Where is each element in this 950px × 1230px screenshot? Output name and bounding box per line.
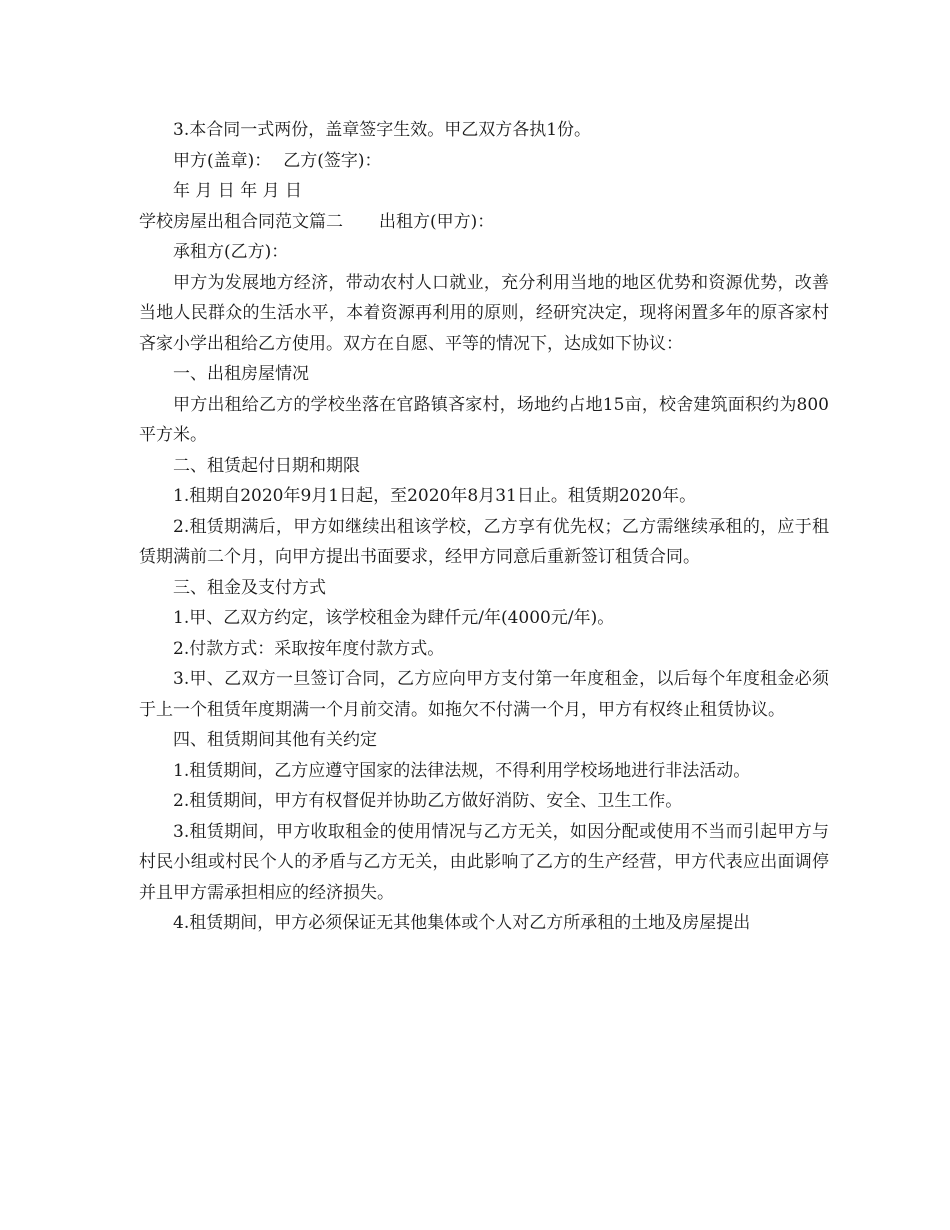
date-line [139, 176, 829, 207]
heading-2: 二、租赁起付日期和期限 [173, 455, 360, 476]
paragraph-2-2: 2.租赁期满后，甲方如继续出租该学校，乙方享有优先权；乙方需继续承租的，应于租赁期满前二个月，向甲方提出书面要求，经甲方同意后重新签订租赁合同。 [139, 516, 829, 567]
section-heading-line [139, 207, 829, 238]
lessee-label-text: 承租方(乙方)： [173, 242, 289, 262]
lessee-label [139, 237, 829, 268]
paragraph-4-4: 4.租赁期间，甲方必须保证无其他集体或个人对乙方所承租的土地及房屋提出 [173, 913, 751, 933]
signature-line [139, 146, 829, 177]
heading-3: 三、租金及支付方式 [173, 577, 326, 598]
heading-4: 四、租赁期间其他有关约定 [173, 730, 377, 750]
heading-1: 一、出租房屋情况 [173, 364, 309, 384]
intro-paragraph: 甲方为发展地方经济，带动农村人口就业，充分利用当地的地区优势和资源优势，改善当地人民群众的生活水平，本着资源再利用的原则，经研究决定，现将闲置多年的原吝家村吝家小学出租给乙方使用。双方在自愿、平等的情况下，达成如下协议： [139, 272, 829, 354]
clause-copies-text: 3.本合同一式两份，盖章签字生效。甲乙双方各执1份。 [173, 120, 592, 140]
paragraph-4-2: 2.租赁期间，甲方有权督促并协助乙方做好消防、安全、卫生工作。 [173, 791, 683, 811]
paragraph-3-2: 2.付款方式：采取按年度付款方式。 [173, 638, 445, 659]
party-a-seal-label: 甲方(盖章)： [173, 150, 272, 171]
paragraph-4-3: 3.租赁期间，甲方收取租金的使用情况与乙方无关，如因分配或使用不当而引起甲方与村民小组或村民个人的矛盾与乙方无关，由此影响了乙方的生产经营，甲方代表应出面调停并且甲方需承担相应的经济损失。 [139, 821, 829, 903]
document-title: 学校房屋出租合同范文篇二 [139, 211, 343, 232]
date-line-text: 年 月 日 年 月 日 [173, 181, 303, 201]
paragraph-1: 甲方出租给乙方的学校坐落在官路镇吝家村，场地约占地15亩，校舍建筑面积约为800平方米。 [139, 394, 829, 445]
party-b-sign-label: 乙方(签字)： [283, 150, 382, 171]
paragraph-4-1: 1.租赁期间，乙方应遵守国家的法律法规，不得利用学校场地进行非法活动。 [173, 760, 751, 781]
contract-text [139, 115, 829, 939]
paragraph-3-1: 1.甲、乙双方约定，该学校租金为肆仟元/年(4000元/年)。 [173, 608, 615, 628]
paragraph-3-3: 3.甲、乙双方一旦签订合同，乙方应向甲方支付第一年度租金，以后每个年度租金必须于上一个租赁年度期满一个月前交清。如拖欠不付满一个月，甲方有权终止租赁协议。 [139, 669, 829, 720]
clause-copies [139, 115, 829, 146]
lessor-label: 出租方(甲方)： [379, 211, 495, 232]
paragraph-2-1: 1.租期自2020年9月1日起，至2020年8月31日止。租赁期2020年。 [173, 486, 697, 506]
